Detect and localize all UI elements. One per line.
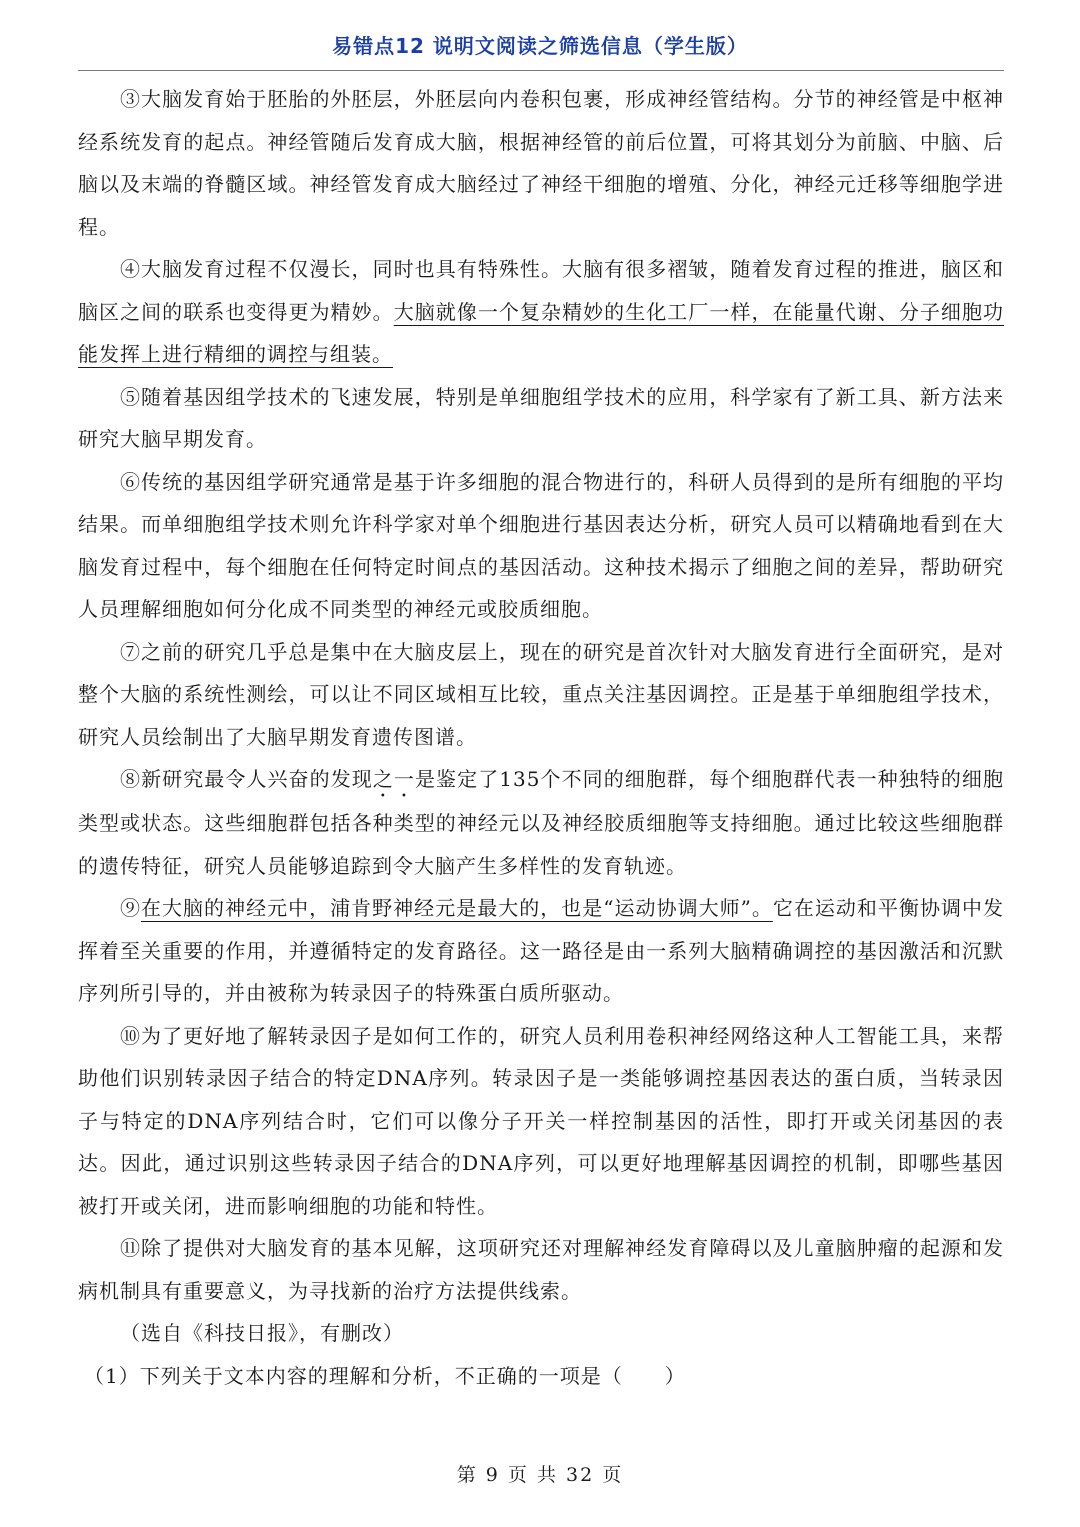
page-header-title: 易错点12 说明文阅读之筛选信息（学生版） xyxy=(332,34,748,58)
paragraph-5: ⑤随着基因组学技术的飞速发展，特别是单细胞组学技术的应用，科学家有了新工具、新方法来研究大脑早期发育。 xyxy=(78,384,1004,451)
page-number-footer: 第 9 页 共 32 页 xyxy=(456,1464,624,1486)
paragraph-8-emphasized-word: 之一 xyxy=(372,767,415,791)
paragraph-3: ③大脑发育始于胚胎的外胚层，外胚层向内卷积包裹，形成神经管结构。分节的神经管是中枢神经系统发育的起点。神经管随后发育成大脑，根据神经管的前后位置，可将其划分为前脑、中脑、后脑以及末端的脊髓区域。神经管发育成大脑经过了神经干细胞的增殖、分化，神经元迁移等细胞学进程。 xyxy=(78,87,1004,239)
paragraph-11: ⑪除了提供对大脑发育的基本见解，这项研究还对理解神经发育障碍以及儿童脑肿瘤的起源和发病机制具有重要意义，为寻找新的治疗方法提供线索。 xyxy=(78,1236,1004,1303)
paragraph-9-text: 它在运动和平衡协调中发挥着至关重要的作用，并遵循特定的发育路径。这一路径是由一系列大脑精确调控的基因激活和沉默序列所引导的，并由被称为转录因子的特殊蛋白质所驱动。 xyxy=(78,896,1005,1005)
paragraph-8-text-end: 是鉴定了135个不同的细胞群，每个细胞群代表一种独特的细胞类型或状态。这些细胞群包括各种类型的神经元以及神经胶质细胞等支持细胞。通过比较这些细胞群的遗传特征，研究人员能够追踪到令大脑产生多样性的发育轨迹。 xyxy=(78,767,1004,878)
paragraph-7: ⑦之前的研究几乎总是集中在大脑皮层上，现在的研究是首次针对大脑发育进行全面研究，是对整个大脑的系统性测绘，可以让不同区域相互比较，重点关注基因调控。正是基于单细胞组学技术，研究人员绘制出了大脑早期发育遗传图谱。 xyxy=(78,639,1004,749)
passage-body xyxy=(78,78,1004,1397)
paragraph-4-underlined-sentence: 大脑就像一个复杂精妙的生化工厂一样，在能量代谢、分子细胞功能发挥上进行精细的调控与组装。 xyxy=(78,299,1005,366)
paragraph-6: ⑥传统的基因组学研究通常是基于许多细胞的混合物进行的，科研人员得到的是所有细胞的平均结果。而单细胞组学技术则允许科学家对单个细胞进行基因表达分析，研究人员可以精确地看到在大脑发育过程中，每个细胞在任何特定时间点的基因活动。这种技术揭示了细胞之间的差异，帮助研究人员理解细胞如何分化成不同类型的神经元或胶质细胞。 xyxy=(78,469,1004,621)
paragraph-4-text: ④大脑发育过程不仅漫长，同时也具有特殊性。大脑有很多褶皱，随着发育过程的推进，脑区和脑区之间的联系也变得更为精妙。 xyxy=(78,257,1004,324)
paragraph-4 xyxy=(78,248,1004,376)
paragraph-10: ⑩为了更好地了解转录因子是如何工作的，研究人员利用卷积神经网络这种人工智能工具，来帮助他们识别转录因子结合的特定DNA序列。转录因子是一类能够调控基因表达的蛋白质，当转录因子与特定的DNA序列结合时，它们可以像分子开关一样控制基因的活性，即打开或关闭基因的表达。因此，通过识别这些转录因子结合的DNA序列，可以更好地理解基因调控的机制，即哪些基因被打开或关闭，进而影响细胞的功能和特性。 xyxy=(78,1023,1004,1218)
header-divider xyxy=(78,70,1004,71)
paragraph-9 xyxy=(78,887,1004,1015)
source-citation: （选自《科技日报》，有删改） xyxy=(120,1321,404,1345)
paragraph-8 xyxy=(78,758,1004,887)
paragraph-9-number: ⑨ xyxy=(120,896,142,920)
paragraph-8-text-start: ⑧新研究最令人兴奋的发现 xyxy=(120,767,373,791)
question-1: （1）下列关于文本内容的理解和分析，不正确的一项是（ ） xyxy=(84,1363,686,1388)
paragraph-9-underlined-sentence: 在大脑的神经元中，浦肯野神经元是最大的，也是“运动协调大师”。 xyxy=(141,896,773,920)
